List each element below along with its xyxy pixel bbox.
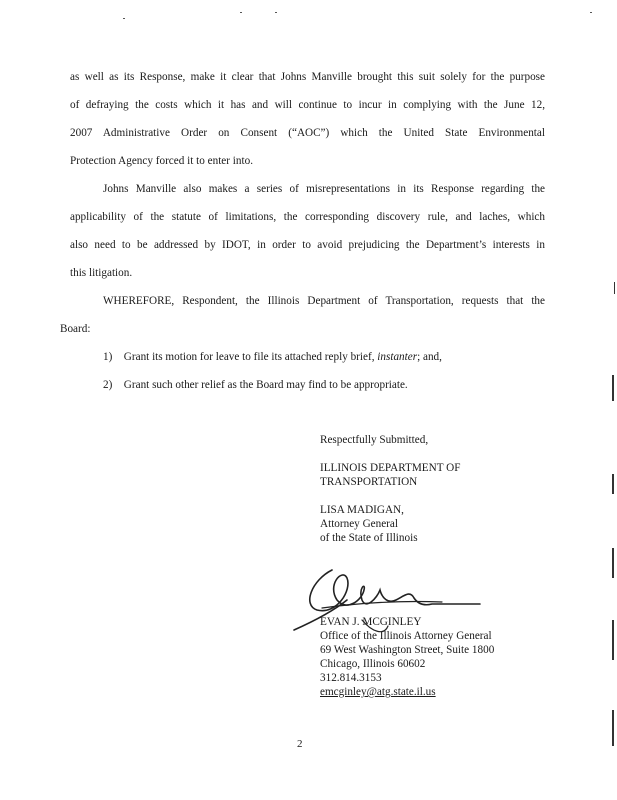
scan-edge-mark bbox=[612, 375, 614, 401]
ag-state: of the State of Illinois bbox=[320, 532, 418, 544]
request-text: Grant such other relief as the Board may find to be appropriate. bbox=[123, 379, 408, 391]
scan-edge-mark bbox=[612, 620, 614, 660]
scan-speck bbox=[590, 12, 592, 13]
paragraph-line: applicability of the statute of limitations, the corresponding discovery rule, and laches, which bbox=[70, 211, 545, 223]
wherefore-line: WHEREFORE, Respondent, the Illinois Department of Transportation, requests that the bbox=[103, 295, 545, 307]
request-text-end: ; and, bbox=[417, 351, 442, 363]
scan-speck bbox=[123, 18, 125, 19]
page-number: 2 bbox=[297, 738, 303, 750]
paragraph-line: Johns Manville also makes a series of misrepresentations in its Response regarding the bbox=[103, 183, 545, 195]
paragraph-line: also need to be addressed by IDOT, in order to avoid prejudicing the Department’s interests in bbox=[70, 239, 545, 251]
scan-edge-mark bbox=[612, 710, 614, 746]
city-address: Chicago, Illinois 60602 bbox=[320, 658, 426, 670]
street-address: 69 West Washington Street, Suite 1800 bbox=[320, 644, 495, 656]
org-line: TRANSPORTATION bbox=[320, 476, 418, 488]
scan-speck bbox=[240, 12, 242, 13]
wherefore-line: Board: bbox=[60, 323, 91, 335]
request-item bbox=[103, 350, 442, 364]
ag-title: Attorney General bbox=[320, 518, 398, 530]
org-line: ILLINOIS DEPARTMENT OF bbox=[320, 462, 461, 474]
paragraph-line: 2007 Administrative Order on Consent (“AOC”) which the United State Environmental bbox=[70, 127, 545, 139]
office: Office of the Illinois Attorney General bbox=[320, 630, 492, 642]
request-emphasis: instanter bbox=[377, 351, 418, 363]
ag-name: LISA MADIGAN, bbox=[320, 504, 404, 516]
phone: 312.814.3153 bbox=[320, 672, 382, 684]
closing: Respectfully Submitted, bbox=[320, 434, 429, 446]
request-text: Grant its motion for leave to file its attached reply brief, bbox=[123, 351, 378, 363]
email-link[interactable]: emcginley@atg.state.il.us bbox=[320, 686, 436, 698]
request-number: 1) bbox=[103, 351, 113, 363]
paragraph-line: as well as its Response, make it clear that Johns Manville brought this suit solely for the purpose bbox=[70, 71, 545, 83]
scan-edge-mark bbox=[612, 548, 614, 578]
request-number: 2) bbox=[103, 379, 113, 391]
paragraph-line: Protection Agency forced it to enter into. bbox=[70, 155, 253, 167]
scan-edge-mark bbox=[614, 282, 615, 294]
scan-speck bbox=[275, 12, 277, 13]
attorney-name: EVAN J. MCGINLEY bbox=[320, 616, 422, 628]
request-item bbox=[103, 378, 408, 392]
paragraph-line: this litigation. bbox=[70, 267, 133, 279]
scan-edge-mark bbox=[612, 474, 614, 494]
paragraph-line: of defraying the costs which it has and will continue to incur in complying with the June 12, bbox=[70, 99, 545, 111]
